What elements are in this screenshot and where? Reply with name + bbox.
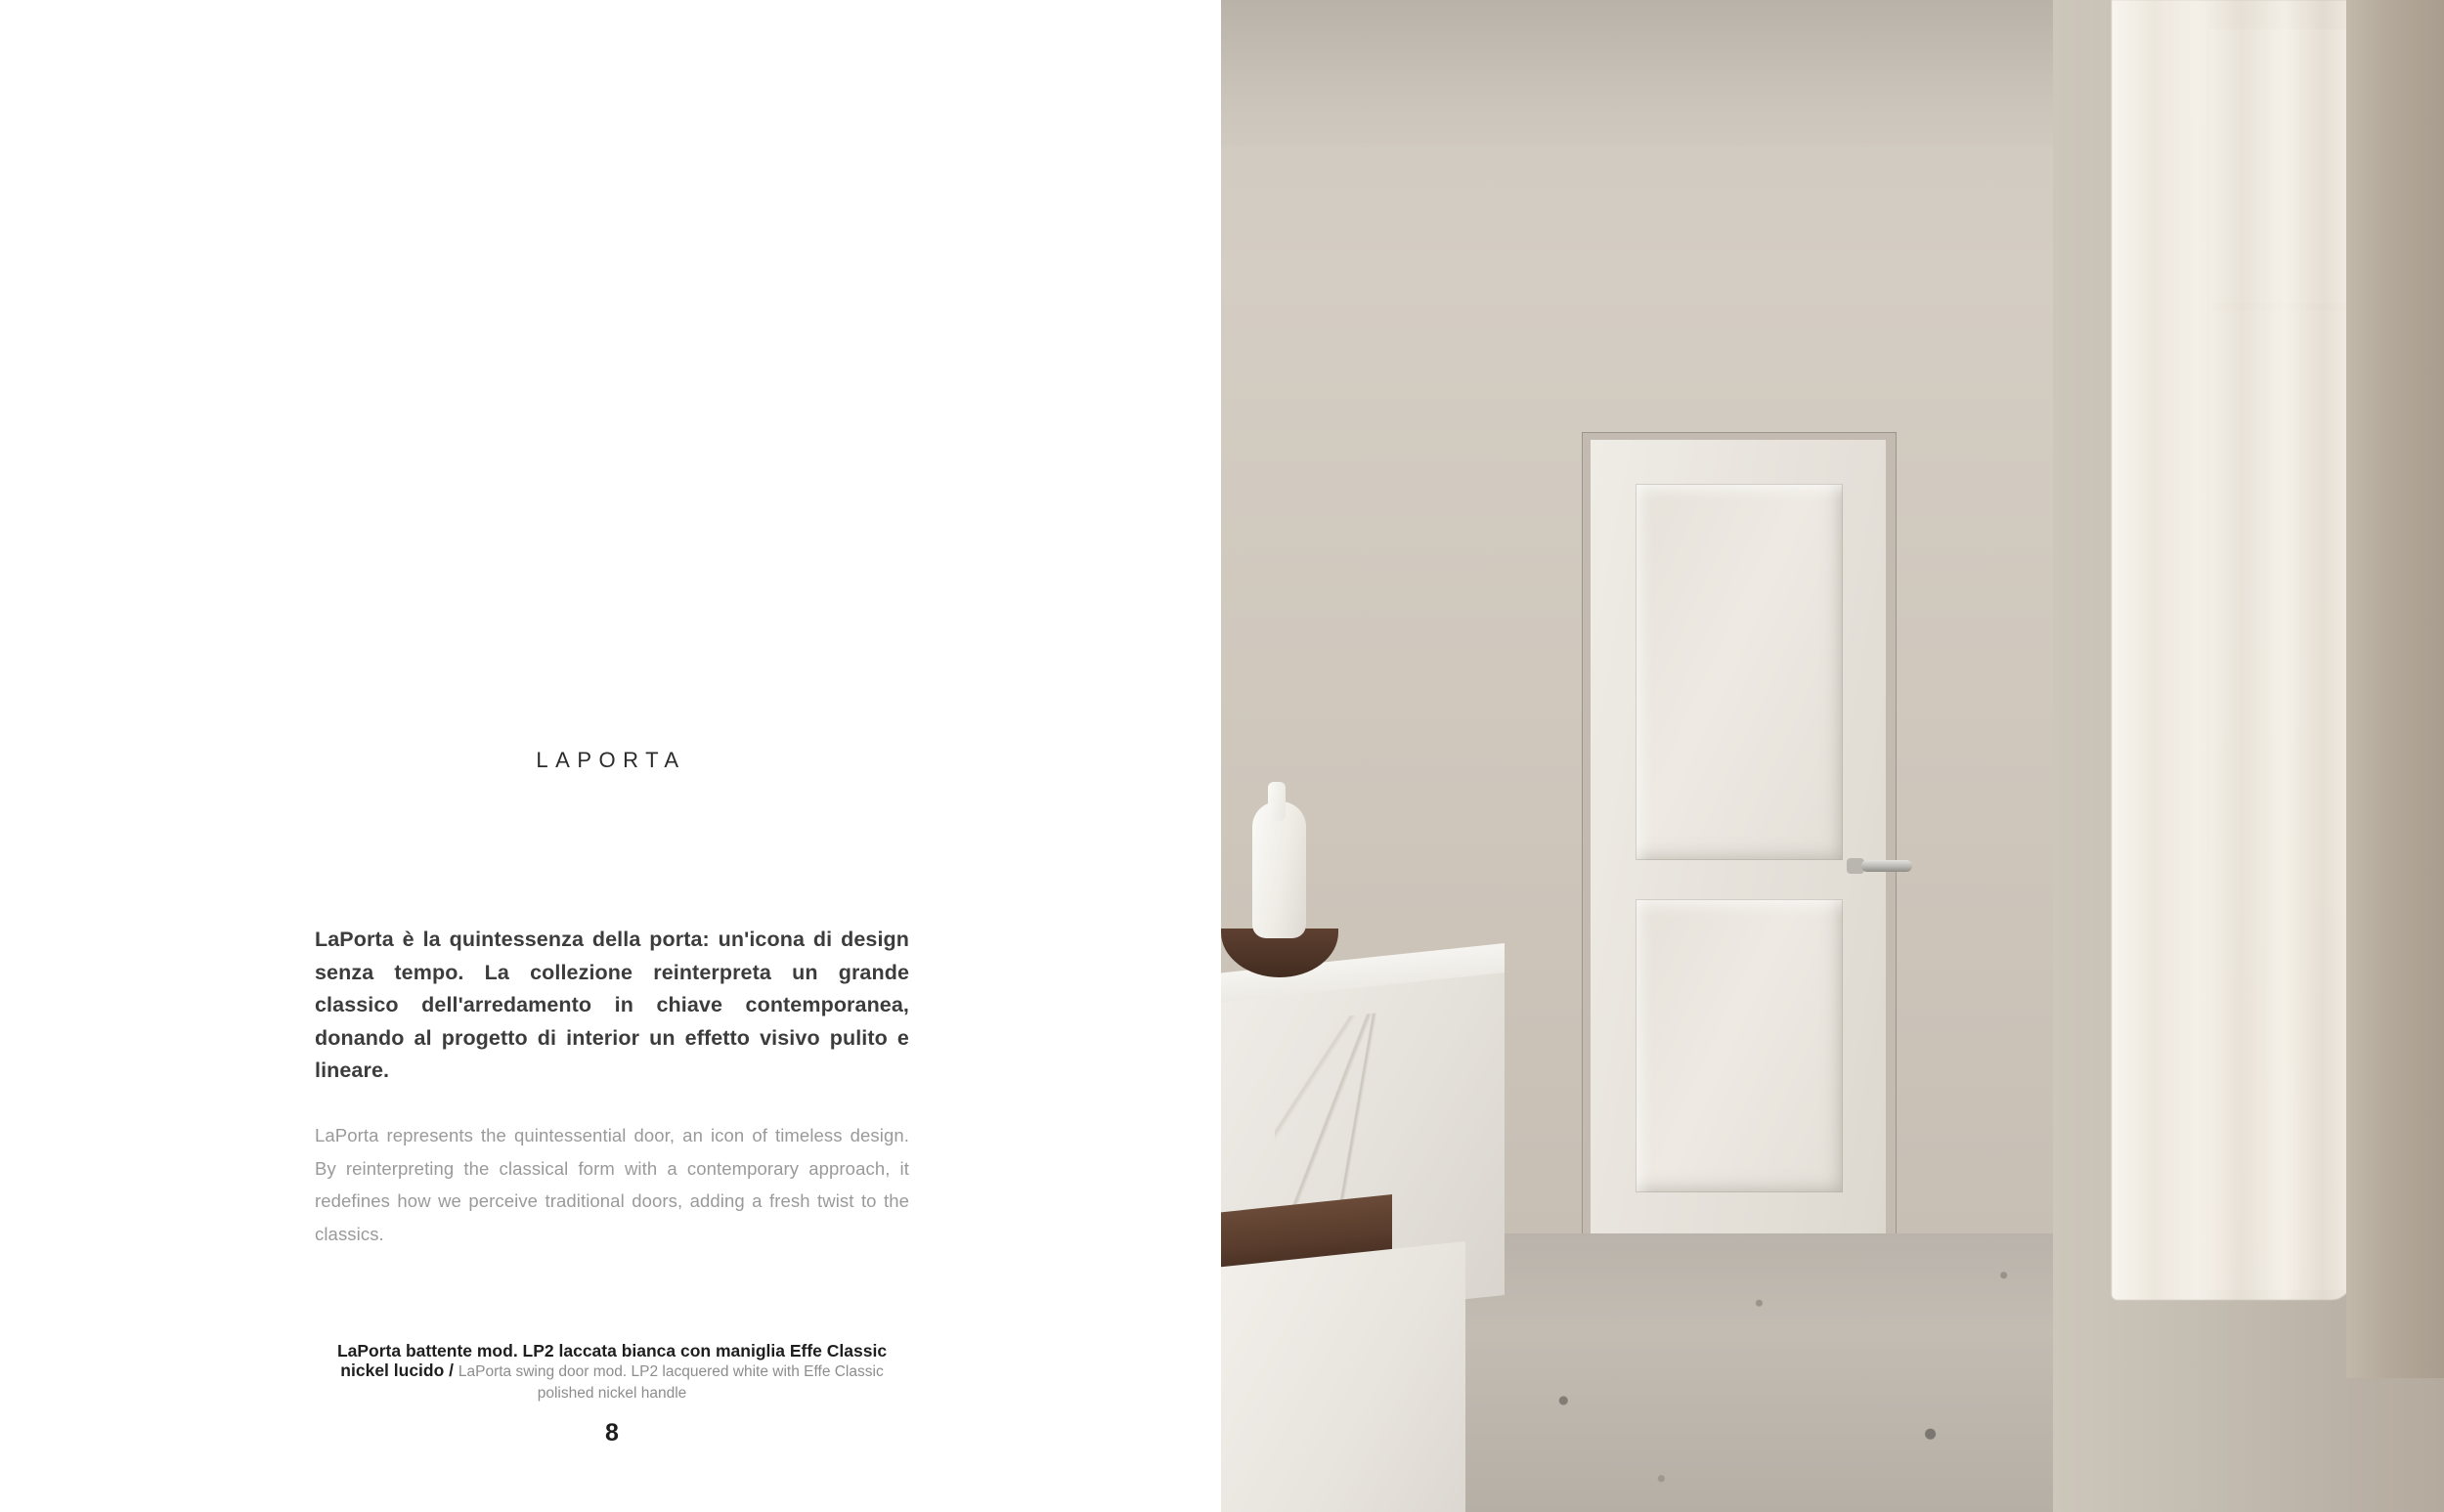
caption-italian: LaPorta battente mod. LP2 laccata bianca con maniglia Effe Classic nickel lucido / <box>336 1341 888 1380</box>
door-panel-bottom <box>1636 899 1843 1192</box>
interior-photo <box>1221 0 2444 1512</box>
photo-panel <box>1221 0 2444 1512</box>
image-caption <box>315 1341 909 1404</box>
ceramic-vase-neck <box>1268 782 1286 821</box>
sheer-curtain <box>2112 0 2351 1300</box>
text-panel <box>0 0 1221 1512</box>
side-curtain <box>2346 0 2444 1378</box>
caption-english: LaPorta swing door mod. LP2 lacquered white with Effe Classic polished nickel handle <box>458 1363 884 1402</box>
page-title: LAPORTA <box>536 748 686 772</box>
ceramic-vase <box>1252 801 1306 938</box>
description-italian: LaPorta è la quintessenza della porta: un'icona di design senza tempo. La collezione reinterpreta un grande classico dell'arredamento in chiave contemporanea, donando al progetto di interior un effetto visivo pulito e lineare. <box>315 928 909 1082</box>
page-number: 8 <box>605 1419 619 1447</box>
white-cabinet <box>1221 1241 1465 1512</box>
door-handle <box>1861 860 1912 872</box>
door-panel-top <box>1636 484 1843 860</box>
description-english: LaPorta represents the quintessential door, an icon of timeless design. By reinterpreting the classical form with a contemporary approach, it redefines how we perceive traditional doors, adding a fresh twist to the classics. <box>315 1125 909 1244</box>
